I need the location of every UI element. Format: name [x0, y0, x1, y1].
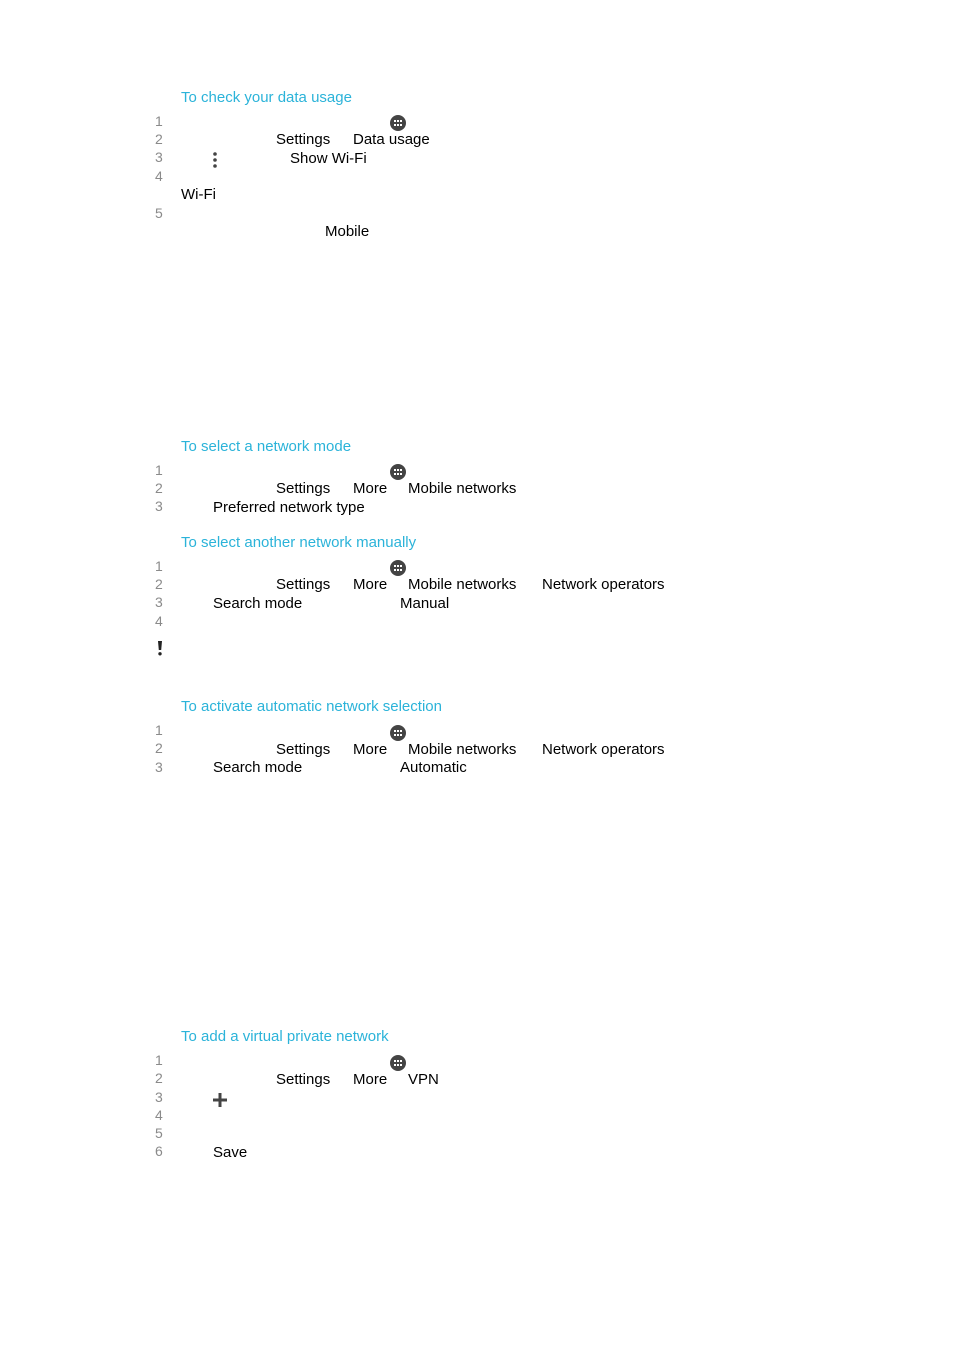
apps-grid-icon	[390, 115, 406, 131]
settings-label: Settings	[276, 1071, 331, 1088]
apps-grid-icon	[390, 560, 406, 576]
mobile-networks-label: Mobile networks	[408, 741, 517, 758]
step-number: 1	[155, 722, 163, 738]
network-operators-label: Network operators	[542, 741, 665, 758]
mobile-networks-label: Mobile networks	[408, 480, 517, 497]
step-number: 2	[155, 480, 163, 496]
settings-label: Settings	[276, 576, 331, 593]
step-number: 1	[155, 558, 163, 574]
overflow-menu-icon	[212, 152, 218, 168]
step-number: 1	[155, 113, 163, 129]
search-mode-label: Search mode	[213, 759, 303, 776]
apps-grid-icon	[390, 725, 406, 741]
more-label: More	[353, 480, 388, 497]
step-number: 1	[155, 1052, 163, 1068]
step-number: 2	[155, 740, 163, 756]
step-number: 4	[155, 613, 163, 629]
step-number: 5	[155, 1125, 163, 1141]
step-number: 3	[155, 498, 163, 514]
heading-network-mode: To select a network mode	[181, 438, 352, 455]
mobile-label: Mobile	[325, 223, 370, 240]
data-usage-label: Data usage	[353, 131, 430, 148]
step-number: 3	[155, 759, 163, 775]
step-number: 6	[155, 1143, 163, 1159]
step-number: 2	[155, 131, 163, 147]
apps-grid-icon	[390, 1055, 406, 1071]
step-number: 3	[155, 1089, 163, 1105]
wifi-label: Wi-Fi	[181, 186, 216, 203]
step-number: 2	[155, 1070, 163, 1086]
settings-label: Settings	[276, 741, 331, 758]
exclamation-icon	[157, 641, 163, 656]
network-operators-label: Network operators	[542, 576, 665, 593]
heading-data-usage: To check your data usage	[181, 89, 352, 106]
settings-label: Settings	[276, 480, 331, 497]
mobile-networks-label: Mobile networks	[408, 576, 517, 593]
save-label: Save	[213, 1144, 248, 1161]
heading-auto-network: To activate automatic network selection	[181, 698, 442, 715]
step-number: 3	[155, 149, 163, 165]
automatic-label: Automatic	[400, 759, 467, 776]
heading-manual-network: To select another network manually	[181, 534, 417, 551]
step-number: 1	[155, 462, 163, 478]
step-number: 4	[155, 168, 163, 184]
search-mode-label: Search mode	[213, 595, 303, 612]
step-number: 4	[155, 1107, 163, 1123]
settings-label: Settings	[276, 131, 331, 148]
apps-grid-icon	[390, 464, 406, 480]
more-label: More	[353, 741, 388, 758]
more-label: More	[353, 576, 388, 593]
step-number: 5	[155, 205, 163, 221]
plus-icon	[213, 1093, 227, 1107]
show-wifi-label: Show Wi-Fi	[290, 150, 367, 167]
step-number: 2	[155, 576, 163, 592]
preferred-network-type-label: Preferred network type	[213, 499, 365, 516]
heading-vpn: To add a virtual private network	[181, 1028, 389, 1045]
step-number: 3	[155, 594, 163, 610]
vpn-label: VPN	[408, 1071, 439, 1088]
more-label: More	[353, 1071, 388, 1088]
manual-label: Manual	[400, 595, 450, 612]
